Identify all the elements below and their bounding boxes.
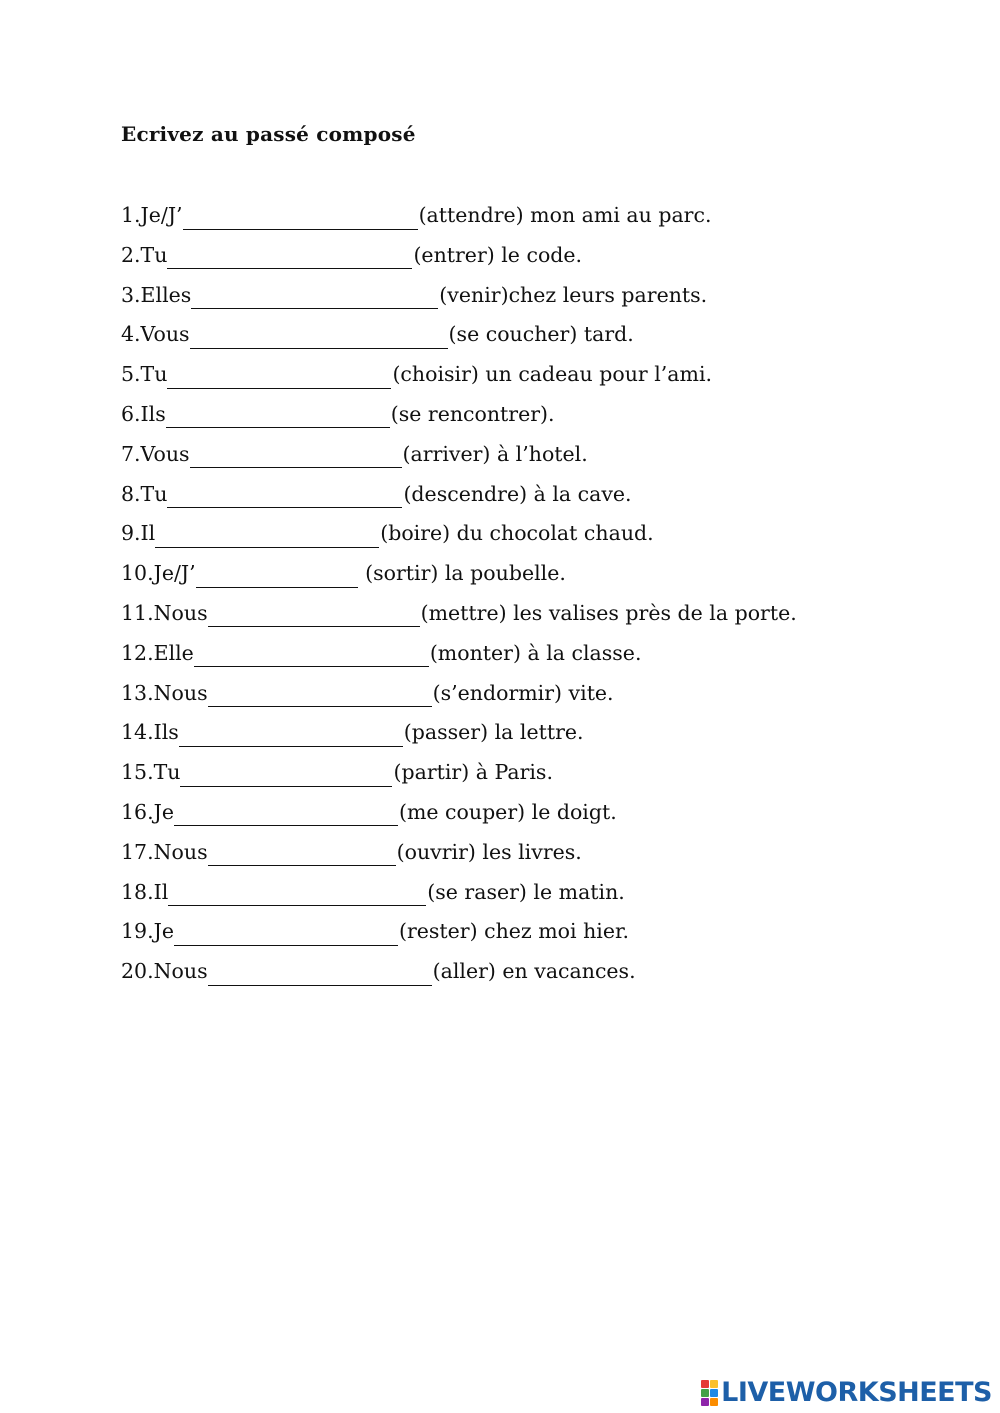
liveworksheets-logo-icon — [701, 1380, 718, 1406]
answer-input[interactable] — [166, 407, 390, 428]
exercise-verb-hint: (aller) en vacances. — [432, 959, 636, 984]
exercise-verb-hint: (choisir) un cadeau pour l’ami. — [392, 362, 713, 387]
answer-input[interactable] — [167, 487, 402, 508]
answer-input[interactable] — [190, 328, 448, 349]
exercise-subject: 9.Il — [121, 521, 156, 546]
answer-input[interactable] — [190, 447, 402, 468]
exercise-verb-hint: (boire) du chocolat chaud. — [380, 521, 654, 546]
exercise-subject: 2.Tu — [121, 242, 168, 267]
worksheet-title: Ecrivez au passé composé — [121, 122, 416, 146]
answer-input[interactable] — [174, 925, 398, 946]
exercise-item — [121, 757, 797, 797]
exercise-subject: 4.Vous — [121, 322, 190, 347]
logo-square — [710, 1398, 718, 1406]
exercise-verb-hint: (sortir) la poubelle. — [358, 561, 566, 586]
exercise-item — [121, 956, 797, 996]
exercise-verb-hint: (se raser) le matin. — [427, 879, 625, 904]
answer-input[interactable] — [183, 209, 418, 230]
exercise-subject: 10.Je/J’ — [121, 561, 196, 586]
liveworksheets-logo-text: LIVEWORKSHEETS — [721, 1377, 992, 1408]
exercise-item — [121, 797, 797, 837]
exercise-subject: 20.Nous — [121, 959, 208, 984]
exercise-item — [121, 439, 797, 479]
exercise-verb-hint: (passer) la lettre. — [403, 720, 584, 745]
answer-input[interactable] — [194, 646, 429, 667]
exercise-item — [121, 280, 797, 320]
exercise-subject: 14.Ils — [121, 720, 179, 745]
answer-input[interactable] — [208, 686, 432, 707]
exercise-item — [121, 399, 797, 439]
exercise-verb-hint: (entrer) le code. — [413, 242, 583, 267]
exercise-subject: 8.Tu — [121, 481, 168, 506]
logo-square — [701, 1398, 709, 1406]
exercise-subject: 7.Vous — [121, 441, 190, 466]
answer-input[interactable] — [155, 527, 379, 548]
exercise-verb-hint: (venir)chez leurs parents. — [439, 282, 708, 307]
logo-square — [710, 1389, 718, 1397]
exercise-item — [121, 200, 797, 240]
answer-input[interactable] — [180, 766, 392, 787]
exercise-subject: 1.Je/J’ — [121, 203, 183, 227]
answer-input[interactable] — [208, 965, 432, 986]
exercise-item — [121, 916, 797, 956]
exercise-subject: 5.Tu — [121, 362, 168, 387]
exercise-verb-hint: (me couper) le doigt. — [398, 799, 617, 824]
exercise-verb-hint: (s’endormir) vite. — [432, 680, 614, 705]
exercise-subject: 16.Je — [121, 799, 174, 824]
exercise-item — [121, 598, 797, 638]
logo-square — [710, 1380, 718, 1388]
exercise-subject: 11.Nous — [121, 600, 208, 625]
exercise-item — [121, 678, 797, 718]
answer-input[interactable] — [167, 368, 391, 389]
exercise-verb-hint: (se coucher) tard. — [448, 322, 634, 347]
exercise-item — [121, 717, 797, 757]
exercise-subject: 17.Nous — [121, 839, 208, 864]
exercise-verb-hint: (mettre) les valises près de la porte. — [420, 600, 797, 625]
answer-input[interactable] — [167, 248, 412, 269]
exercise-subject: 19.Je — [121, 919, 174, 944]
exercise-subject: 3.Elles — [121, 282, 192, 307]
exercise-subject: 15.Tu — [121, 760, 181, 785]
exercise-verb-hint: (se rencontrer). — [390, 401, 555, 426]
exercise-verb-hint: (ouvrir) les livres. — [396, 839, 582, 864]
exercise-item — [121, 837, 797, 877]
exercise-item — [121, 518, 797, 558]
logo-square — [701, 1380, 709, 1388]
exercise-item — [121, 638, 797, 678]
logo-square — [701, 1389, 709, 1397]
exercise-subject: 18.Il — [121, 879, 169, 904]
answer-input[interactable] — [179, 726, 403, 747]
exercise-item — [121, 877, 797, 917]
exercise-verb-hint: (monter) à la classe. — [429, 640, 642, 665]
exercise-subject: 12.Elle — [121, 640, 194, 665]
exercise-item — [121, 359, 797, 399]
answer-input[interactable] — [168, 885, 426, 906]
exercise-subject: 13.Nous — [121, 680, 208, 705]
exercise-verb-hint: (partir) à Paris. — [393, 760, 553, 785]
answer-input[interactable] — [208, 606, 420, 627]
exercise-list — [121, 200, 797, 996]
exercise-subject: 6.Ils — [121, 401, 166, 426]
answer-input[interactable] — [191, 288, 438, 309]
liveworksheets-logo — [701, 1377, 992, 1408]
exercise-verb-hint: (rester) chez moi hier. — [398, 919, 630, 944]
answer-input[interactable] — [208, 845, 396, 866]
exercise-verb-hint: (attendre) mon ami au parc. — [418, 203, 712, 227]
exercise-verb-hint: (arriver) à l’hotel. — [402, 441, 588, 466]
exercise-item — [121, 558, 797, 598]
exercise-verb-hint: (descendre) à la cave. — [403, 481, 632, 506]
exercise-item — [121, 479, 797, 519]
exercise-item — [121, 319, 797, 359]
answer-input[interactable] — [196, 567, 358, 588]
answer-input[interactable] — [174, 805, 398, 826]
exercise-item — [121, 240, 797, 280]
